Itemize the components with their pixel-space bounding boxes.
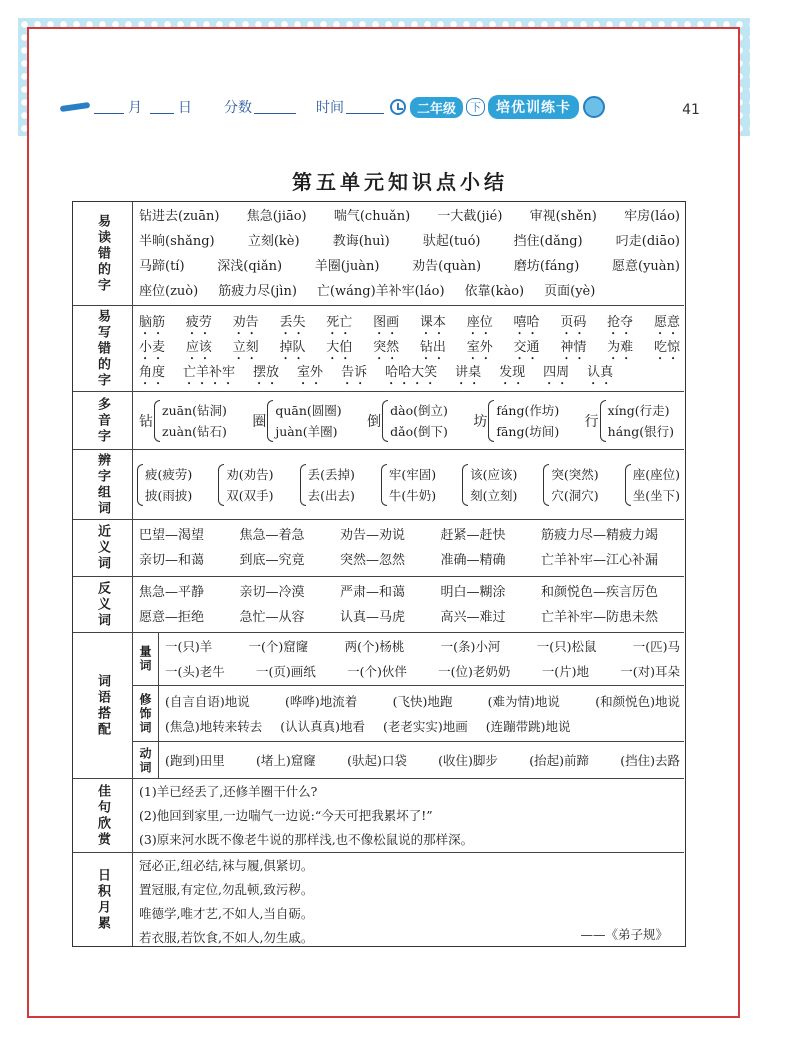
table-row bbox=[139, 310, 680, 335]
list-item: 立刻 bbox=[232, 340, 259, 355]
list-item: 座位(zuò) bbox=[139, 284, 199, 299]
list-item: 一(页)画纸 bbox=[256, 664, 316, 679]
month-label: 月 bbox=[128, 100, 142, 116]
section-label: 佳句欣赏 bbox=[73, 779, 133, 852]
clock-icon bbox=[390, 99, 406, 115]
list-item: 角度 bbox=[139, 365, 166, 380]
list-item: 羊圈(juàn) bbox=[314, 259, 380, 274]
table-row bbox=[165, 659, 680, 684]
measure-word-content bbox=[165, 633, 680, 685]
table-row bbox=[139, 580, 658, 605]
list-item: 两(个)杨桃 bbox=[344, 639, 405, 654]
synonyms-content bbox=[139, 520, 680, 576]
brace-icon bbox=[381, 464, 387, 506]
list-item: 脑筋 bbox=[139, 315, 166, 330]
word: 穴(洞穴) bbox=[551, 487, 599, 503]
list-item: 焦急(jiāo) bbox=[246, 209, 307, 224]
list-item: 立刻(kè) bbox=[247, 234, 300, 249]
brace-icon bbox=[600, 400, 606, 442]
list-item: 愿意(yuàn) bbox=[612, 259, 680, 274]
table-row bbox=[139, 254, 680, 279]
subsection-label: 修饰词 bbox=[133, 686, 159, 741]
list-item: 到底—究竟 bbox=[239, 553, 305, 568]
polyphonic-group bbox=[585, 400, 674, 442]
time-label: 时间 bbox=[316, 100, 344, 116]
word: 突(突然) bbox=[551, 466, 599, 482]
char-pair bbox=[543, 464, 598, 506]
word: 牢(牢固) bbox=[388, 466, 437, 482]
verb-subsection bbox=[133, 741, 684, 779]
word: 坐(坐下) bbox=[632, 487, 680, 503]
list-item: 亡(wáng)羊补牢(láo) bbox=[316, 284, 445, 299]
char-pair bbox=[218, 464, 273, 506]
list-item: 发现 bbox=[499, 365, 526, 380]
list-item: 叼走(diāo) bbox=[615, 234, 680, 249]
brace-icon bbox=[543, 464, 549, 506]
list-item: 一(个)窟窿 bbox=[248, 639, 309, 654]
verse-source: ——《弟子规》 bbox=[580, 927, 668, 942]
list-item: 严肃—和蔼 bbox=[339, 585, 405, 600]
accumulate-content bbox=[139, 853, 680, 946]
list-item: 一(个)伙伴 bbox=[347, 664, 407, 679]
list-item: 为难 bbox=[607, 340, 634, 355]
day-label: 日 bbox=[178, 100, 192, 116]
brace-icon bbox=[137, 464, 143, 506]
reading: zuàn(钻石) bbox=[162, 423, 227, 439]
list-item: 明白—糊涂 bbox=[440, 585, 506, 600]
char-pair bbox=[381, 464, 436, 506]
character: 圈 bbox=[252, 413, 267, 430]
pencil-icon bbox=[60, 102, 91, 112]
table-row bbox=[165, 634, 680, 659]
list-item: 钻出 bbox=[419, 340, 446, 355]
list-item: 和颜悦色—疾言厉色 bbox=[540, 585, 658, 600]
list-item: 急忙—从容 bbox=[239, 610, 305, 625]
list-item: 室外 bbox=[466, 340, 493, 355]
list-item: (连蹦带跳)地说 bbox=[485, 719, 571, 734]
verse-line: 唯德学,唯才艺,不如人,当自砺。 bbox=[139, 906, 314, 921]
knowledge-table bbox=[72, 201, 686, 947]
table-row bbox=[139, 229, 680, 254]
list-item: 一(只)羊 bbox=[165, 639, 213, 654]
list-item: (难为情)地说 bbox=[487, 694, 560, 709]
polyphonic-group bbox=[367, 400, 448, 442]
list-item: 深浅(qiǎn) bbox=[217, 259, 283, 274]
list-item: 摆放 bbox=[253, 365, 280, 380]
easy-write-content bbox=[139, 306, 680, 391]
list-item: 愿意—拒绝 bbox=[139, 610, 205, 625]
collocation-section bbox=[73, 632, 684, 778]
brace-icon bbox=[300, 464, 306, 506]
reading: xíng(行走) bbox=[607, 402, 670, 418]
list-item: 页码 bbox=[560, 315, 587, 330]
list-item: (挡住)去路 bbox=[620, 753, 680, 768]
list-item: 牢房(láo) bbox=[624, 209, 680, 224]
score-label: 分数 bbox=[224, 100, 252, 116]
list-item: 焦急—平静 bbox=[139, 585, 205, 600]
header-line bbox=[60, 95, 680, 119]
list-item: 一(头)老牛 bbox=[165, 664, 225, 679]
antonyms-section bbox=[73, 576, 684, 632]
word: 双(双手) bbox=[226, 487, 274, 503]
character: 坊 bbox=[473, 413, 488, 430]
polyphonic-content bbox=[139, 392, 680, 449]
section-label: 多音字 bbox=[73, 392, 133, 449]
distinguish-content bbox=[137, 450, 682, 519]
list-item: 嘻哈 bbox=[513, 315, 540, 330]
table-row bbox=[139, 335, 680, 360]
easy-read-section bbox=[73, 202, 684, 305]
time-blank[interactable] bbox=[346, 100, 384, 114]
brace-icon bbox=[267, 400, 273, 442]
list-item: 劝告—劝说 bbox=[339, 528, 405, 543]
list-item: (自言自语)地说 bbox=[165, 694, 250, 709]
brace-icon bbox=[625, 464, 631, 506]
list-item: 课本 bbox=[419, 315, 446, 330]
reading: zuān(钻洞) bbox=[162, 402, 227, 418]
section-label: 词语搭配 bbox=[73, 633, 133, 778]
list-item: 吃惊 bbox=[653, 340, 680, 355]
table-row bbox=[139, 279, 680, 304]
mascot-icon bbox=[583, 96, 605, 118]
table-row bbox=[165, 748, 680, 773]
subsection-label: 动词 bbox=[133, 742, 159, 779]
list-item: (哗哗)地流着 bbox=[285, 694, 358, 709]
character: 倒 bbox=[367, 413, 382, 430]
brace-icon bbox=[154, 400, 160, 442]
page-number: 41 bbox=[671, 98, 711, 122]
table-row bbox=[139, 204, 680, 229]
list-item: (收住)脚步 bbox=[438, 753, 498, 768]
reading: fāng(坊间) bbox=[496, 423, 560, 439]
list-item: 一大截(jié) bbox=[437, 209, 503, 224]
list-item: 一(条)小河 bbox=[440, 639, 501, 654]
character: 钻 bbox=[139, 413, 153, 430]
word: 披(雨披) bbox=[145, 487, 193, 503]
subsection-label: 量词 bbox=[133, 633, 159, 685]
list-item: 半晌(shǎng) bbox=[139, 234, 215, 249]
list-item: 审视(shěn) bbox=[529, 209, 597, 224]
list-item: 小麦 bbox=[139, 340, 166, 355]
polyphonic-group bbox=[252, 400, 341, 442]
accumulate-section bbox=[73, 852, 684, 946]
word: 丢(丢掉) bbox=[307, 466, 355, 482]
list-item: 图画 bbox=[373, 315, 400, 330]
table-row bbox=[139, 523, 658, 548]
char-pair bbox=[137, 464, 192, 506]
word: 疲(疲劳) bbox=[145, 466, 193, 482]
score-blank[interactable] bbox=[254, 100, 296, 114]
char-pair bbox=[462, 464, 517, 506]
list-item: 页面(yè) bbox=[544, 284, 596, 299]
measure-word-subsection bbox=[133, 633, 684, 685]
list-item: 驮起(tuó) bbox=[422, 234, 481, 249]
list-item: (认认真真)地看 bbox=[280, 719, 366, 734]
list-item: 一(对)耳朵 bbox=[620, 664, 680, 679]
word: 去(出去) bbox=[307, 487, 355, 503]
list-item: 赶紧—赶快 bbox=[440, 528, 506, 543]
brace-icon bbox=[382, 400, 388, 442]
list-item: 高兴—难过 bbox=[440, 610, 506, 625]
table-row bbox=[165, 689, 680, 714]
section-label: 辨字组词 bbox=[73, 450, 133, 519]
list-item: 亡羊补牢 bbox=[183, 365, 236, 380]
char-pair bbox=[625, 464, 680, 506]
list-item: 座位 bbox=[466, 315, 493, 330]
list-item: (和颜悦色)地说 bbox=[595, 694, 680, 709]
semester-badge: 下 bbox=[466, 98, 485, 116]
list-item: 告诉 bbox=[341, 365, 368, 380]
table-row bbox=[165, 714, 680, 739]
list-item: 认真 bbox=[587, 365, 614, 380]
list-item: (抬起)前蹄 bbox=[529, 753, 589, 768]
reading: háng(银行) bbox=[607, 423, 674, 439]
list-item: 哈哈大笑 bbox=[385, 365, 438, 380]
list-item: 磨坊(fáng) bbox=[513, 259, 580, 274]
polyphonic-group bbox=[139, 400, 227, 442]
list-item: 死亡 bbox=[326, 315, 353, 330]
verb-content bbox=[165, 742, 680, 779]
list-item: 钻进去(zuān) bbox=[139, 209, 220, 224]
word: 牛(牛奶) bbox=[388, 487, 437, 503]
list-item: 掉队 bbox=[279, 340, 306, 355]
list-item: 筋疲力尽—精疲力竭 bbox=[540, 528, 658, 543]
easy-read-content bbox=[139, 202, 680, 305]
section-label: 易读错的字 bbox=[73, 202, 133, 305]
word: 劝(劝告) bbox=[226, 466, 274, 482]
list-item: 认真—马虎 bbox=[339, 610, 405, 625]
list-item: 焦急—着急 bbox=[239, 528, 305, 543]
section-label: 反义词 bbox=[73, 577, 133, 632]
page-title: 第五单元知识点小结 bbox=[292, 170, 508, 194]
list-item: 疲劳 bbox=[185, 315, 212, 330]
list-item: (飞快)地跑 bbox=[392, 694, 453, 709]
list-item: 亲切—冷漠 bbox=[239, 585, 305, 600]
distinguish-section bbox=[73, 449, 684, 519]
sentences-content bbox=[139, 779, 680, 852]
word: 该(应该) bbox=[470, 466, 518, 482]
list-item: 突然 bbox=[373, 340, 400, 355]
list-item: 交通 bbox=[513, 340, 540, 355]
brace-icon bbox=[488, 400, 494, 442]
list-item: 愿意 bbox=[653, 315, 680, 330]
easy-write-section bbox=[73, 305, 684, 391]
word: 刻(立刻) bbox=[470, 487, 518, 503]
day-blank[interactable] bbox=[150, 100, 174, 114]
reading: quān(圆圈) bbox=[275, 402, 342, 418]
character: 行 bbox=[584, 413, 599, 430]
sentence-line: (2)他回到家里,一边喘气一边说:“今天可把我累坏了!” bbox=[139, 808, 433, 823]
list-item: 神情 bbox=[560, 340, 587, 355]
list-item: (老老实实)地画 bbox=[383, 719, 468, 734]
brand-title: 培优训练卡 bbox=[488, 95, 579, 119]
list-item: 一(片)地 bbox=[541, 664, 589, 679]
list-item: 讲桌 bbox=[455, 365, 482, 380]
word: 座(座位) bbox=[632, 466, 680, 482]
list-item: 一(匹)马 bbox=[632, 639, 680, 654]
list-item: 准确—精确 bbox=[440, 553, 506, 568]
list-item: 马蹄(tí) bbox=[139, 259, 185, 274]
sentences-section bbox=[73, 778, 684, 852]
table-row bbox=[139, 605, 658, 630]
list-item: (堵上)窟窿 bbox=[256, 753, 316, 768]
list-item: 筋疲力尽(jìn) bbox=[218, 284, 297, 299]
synonyms-section bbox=[73, 519, 684, 576]
month-blank[interactable] bbox=[94, 100, 124, 114]
list-item: 亲切—和蔼 bbox=[139, 553, 205, 568]
brace-icon bbox=[218, 464, 224, 506]
section-label: 近义词 bbox=[73, 520, 133, 576]
grade-badge: 二年级 bbox=[410, 97, 463, 118]
list-item: 一(只)松鼠 bbox=[536, 639, 597, 654]
brace-icon bbox=[462, 464, 468, 506]
sentence-line: (3)原来河水既不像老牛说的那样浅,也不像松鼠说的那样深。 bbox=[139, 832, 474, 847]
verse-line: 冠必正,纽必结,袜与履,俱紧切。 bbox=[139, 858, 314, 873]
list-item: 四周 bbox=[543, 365, 570, 380]
list-item: 劝告(quàn) bbox=[412, 259, 482, 274]
list-item: 喘气(chuǎn) bbox=[333, 209, 411, 224]
list-item: 依靠(kào) bbox=[464, 284, 525, 299]
list-item: 抢夺 bbox=[607, 315, 634, 330]
list-item: (驮起)口袋 bbox=[347, 753, 407, 768]
verse-line: 若衣服,若饮食,不如人,勿生戚。 bbox=[139, 930, 314, 945]
char-pair bbox=[300, 464, 355, 506]
table-row bbox=[139, 548, 658, 573]
table-row bbox=[139, 360, 680, 385]
list-item: (跑到)田里 bbox=[165, 753, 225, 768]
list-item: 亡羊补牢—防患未然 bbox=[540, 610, 658, 625]
list-item: 一(位)老奶奶 bbox=[438, 664, 511, 679]
antonyms-content bbox=[139, 577, 680, 632]
list-item: 突然—忽然 bbox=[339, 553, 405, 568]
verse-line: 置冠服,有定位,勿乱顿,致污秽。 bbox=[139, 882, 314, 897]
list-item: 教诲(huì) bbox=[332, 234, 390, 249]
modifier-content bbox=[165, 686, 680, 741]
sentence-line: (1)羊已经丢了,还修羊圈干什么? bbox=[139, 784, 318, 799]
section-label: 易写错的字 bbox=[73, 306, 133, 391]
list-item: 丢失 bbox=[279, 315, 306, 330]
list-item: 亡羊补牢—江心补漏 bbox=[540, 553, 658, 568]
polyphonic-section bbox=[73, 391, 684, 449]
polyphonic-group bbox=[473, 400, 559, 442]
section-label: 日积月累 bbox=[73, 853, 133, 946]
list-item: 挡住(dǎng) bbox=[513, 234, 583, 249]
reading: fáng(作坊) bbox=[496, 402, 560, 418]
reading: dào(倒立) bbox=[390, 402, 448, 418]
list-item: 应该 bbox=[185, 340, 212, 355]
list-item: 大伯 bbox=[326, 340, 353, 355]
list-item: (焦急)地转来转去 bbox=[165, 719, 263, 734]
reading: dǎo(倒下) bbox=[390, 423, 448, 439]
modifier-subsection bbox=[133, 685, 684, 741]
list-item: 劝告 bbox=[232, 315, 259, 330]
list-item: 巴望—渴望 bbox=[139, 528, 205, 543]
reading: juàn(羊圈) bbox=[275, 423, 338, 439]
list-item: 室外 bbox=[297, 365, 324, 380]
